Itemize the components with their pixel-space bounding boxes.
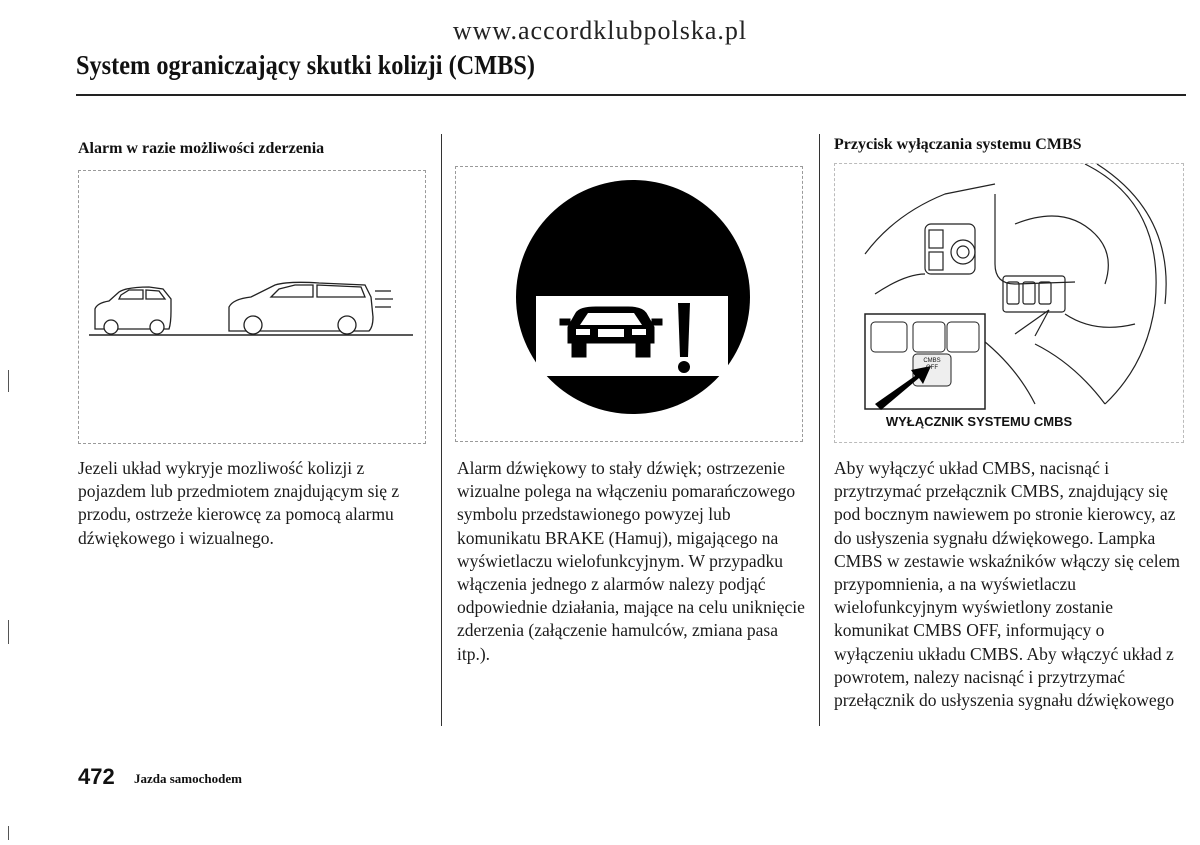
page-title: System ograniczający skutki kolizji (CMBS) [76,50,535,80]
front-car-icon [95,287,171,334]
cmbs-label: CMBS [923,358,941,364]
off-label: OFF [926,365,938,371]
cars-illustration [79,171,425,443]
middle-body-text: Alarm dźwiękowy to stały dźwięk; ostrzezenie wizualne polega na włączeniu pomarańczowego symbolu przedstawionego powyzej lub komunikatu BRAKE (Hamuj), migającego na wyświetlaczu wielofunkcyjnym. W przypadku włączenia jednego z alarmów nalezy podjąć odpowiednie działania, mające na celu uniknięcie zderzenia (załączenie hamulców, zmiana pasa itp.). [457,458,805,664]
switch-illustration [834,163,1184,443]
left-body-text: Jezeli układ wykryje mozliwość kolizji z pojazdem lub przedmiotem znajdującym się z przodu, ostrzeże kierowcę za pomocą alarmu dźwiękowego i wizualnego. [78,458,400,548]
right-body-text: Aby wyłączyć układ CMBS, nacisnąć i przytrzymać przełącznik CMBS, znajdujący się pod bocznym nawiewem po stronie kierowcy, az do usłyszenia sygnału dźwiękowego. Lampka CMBS w zestawie wskaźników włączy się celem przypomnienia, a na wyświetlaczu wielofunkcyjnym wyświetlony zostanie komunikat CMBS OFF, informujący o wyłączeniu układu CMBS. Aby włączyć układ z powrotem, nalezy nacisnąć i przytrzymać przełącznik do usłyszenia sygnału dźwiękowego [834,458,1181,711]
left-heading: Alarm w razie możliwości zderzenia [78,140,325,157]
margin-mark [8,620,9,644]
illustration-caption: WYŁĄCZNIK SYSTEMU CMBS [885,414,1073,429]
warning-symbol [456,167,802,441]
right-heading: Przycisk wyłączania systemu CMBS [834,136,1082,153]
section-name: Jazda samochodem [134,771,242,786]
column-divider [819,134,820,726]
header-rule [76,94,1186,96]
margin-mark [8,826,9,840]
dashboard-drawing [835,164,1183,414]
header-url: www.accordklubpolska.pl [452,16,748,45]
collision-illustration [78,170,426,444]
rear-car-icon [229,282,393,334]
page-number: 472 [78,764,115,789]
column-divider [441,134,442,726]
margin-mark [8,370,9,392]
inset-switch-label [913,358,951,372]
warning-illustration [455,166,803,442]
